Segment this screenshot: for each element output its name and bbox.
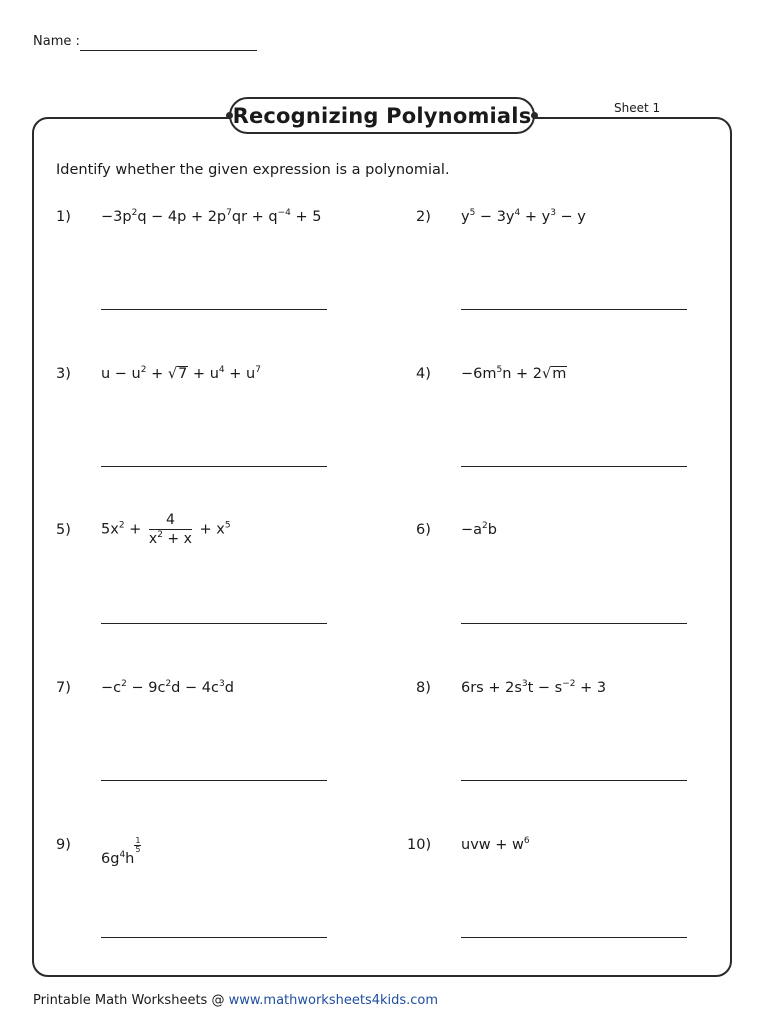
answer-line-6[interactable] (461, 623, 687, 624)
name-line[interactable] (80, 50, 257, 51)
problem-number: 7) (56, 680, 71, 696)
problem-expression: $5x^2$ + $\frac{4}{x^2 + x}$ + $x^5$ (101, 512, 231, 547)
problem-expression: $-6m^5n + 2√m$ (461, 365, 567, 382)
answer-line-8[interactable] (461, 780, 687, 781)
problem-expression: $u - u^2 + √7 + u^4 + u^7$ (101, 365, 261, 382)
worksheet-title: Recognizing Polynomials (229, 97, 535, 134)
fraction: $\frac{4}{x^2 + x}$ (148, 512, 192, 547)
problem-expression: $-a^2b$ (461, 521, 497, 538)
problem-number: 4) (416, 366, 431, 382)
footer-text: Printable Math Worksheets @ (33, 993, 229, 1008)
instructions: Identify whether the given expression is a polynomial. (56, 162, 450, 178)
answer-line-4[interactable] (461, 466, 687, 467)
answer-line-2[interactable] (461, 309, 687, 310)
problem-number: 5) (56, 522, 71, 538)
problem-number: 1) (56, 209, 71, 225)
answer-line-9[interactable] (101, 937, 327, 938)
problem-expression: $-3p^2q - 4p + 2p^7qr + q^{-4} + 5$ (101, 208, 322, 225)
problem-expression: $y^5 - 3y^4 + y^3 - y$ (461, 208, 586, 225)
problem-expression: $6g^4h$ $\frac{1}{5}$ (101, 836, 141, 867)
answer-line-7[interactable] (101, 780, 327, 781)
problem-number: 2) (416, 209, 431, 225)
answer-line-3[interactable] (101, 466, 327, 467)
problem-number: 8) (416, 680, 431, 696)
problem-expression: uvw + $w^6$ (461, 836, 530, 853)
problem-number: 6) (416, 522, 431, 538)
answer-line-10[interactable] (461, 937, 687, 938)
problem-expression: $-c^2 - 9c^2d - 4c^3d$ (101, 679, 234, 696)
problem-number: 9) (56, 837, 71, 853)
exponent-fraction: $\frac{1}{5}$ (135, 836, 141, 854)
sheet-label: Sheet 1 (614, 101, 661, 115)
problem-number: 10) (407, 837, 432, 853)
answer-line-5[interactable] (101, 623, 327, 624)
footer-url-link[interactable]: www.mathworksheets4kids.com (228, 993, 439, 1008)
footer (33, 993, 438, 1008)
name-label: Name : (33, 34, 80, 49)
problem-expression: $6rs + 2s^3t - s^{-2} + 3$ (461, 679, 607, 696)
problem-number: 3) (56, 366, 71, 382)
answer-line-1[interactable] (101, 309, 327, 310)
